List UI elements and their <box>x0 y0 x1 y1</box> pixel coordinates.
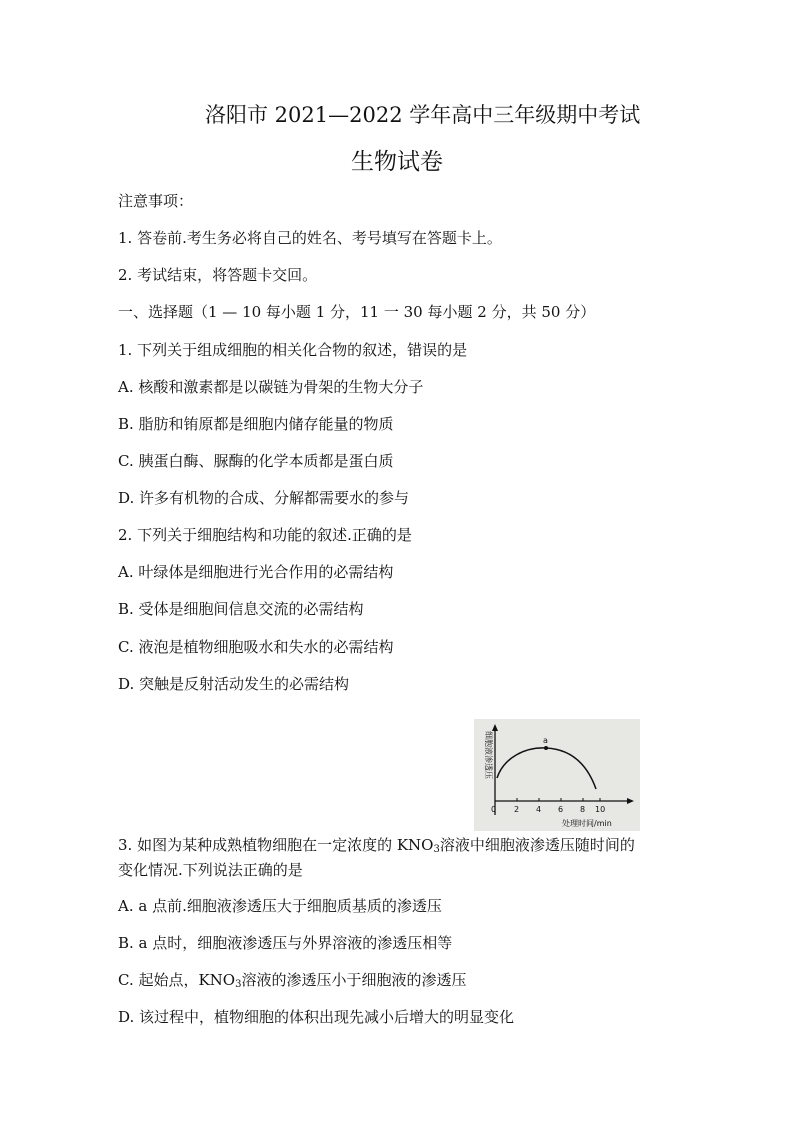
question-3-stem <box>118 834 635 855</box>
question-1-option-b: B. 脂肪和铕原都是细胞内储存能量的物质 <box>118 415 394 433</box>
peak-label: a <box>543 736 548 745</box>
question-2-option-b: B. 受体是细胞间信息交流的必需结构 <box>118 600 364 618</box>
question-3-option-d: D. 该过程中，植物细胞的体积出现先减小后增大的明显变化 <box>118 1008 515 1026</box>
question-2-stem: 2. 下列关于细胞结构和功能的叙述.正确的是 <box>118 526 412 544</box>
x-axis-arrow <box>627 798 634 804</box>
x-tick-label: 6 <box>558 805 564 814</box>
question-3-option-c-text: C. 起始点，KNO <box>118 971 236 989</box>
y-axis-arrow <box>492 724 498 731</box>
notice-heading: 注意事项： <box>118 192 194 210</box>
question-3-option-c <box>118 969 467 990</box>
subscript: 3 <box>235 979 242 990</box>
question-1-option-c: C. 胰蛋白酶、脲酶的化学本质都是蛋白质 <box>118 452 394 470</box>
question-3-stem-text: 3. 如图为某种成熟植物细胞在一定浓度的 KNO <box>118 836 434 854</box>
osmotic-pressure-figure <box>474 719 640 831</box>
question-1-option-d: D. 许多有机物的合成、分解都需要水的参与 <box>118 489 410 507</box>
y-axis-label: 细胞液渗透压 <box>484 731 493 779</box>
peak-point <box>544 746 548 750</box>
subscript: 3 <box>433 844 440 855</box>
exam-title: 洛阳市 2021—2022 学年高中三年级期中考试 <box>205 103 641 127</box>
notice-item-1: 1. 答卷前.考生务必将自己的姓名、考号填写在答题卡上。 <box>118 229 502 247</box>
notice-item-2: 2. 考试结束，将答题卡交回。 <box>118 266 318 284</box>
exam-subtitle: 生物试卷 <box>351 149 443 175</box>
x-tick-label: 8 <box>580 805 586 814</box>
question-1-stem: 1. 下列关于组成细胞的相关化合物的叙述，错误的是 <box>118 341 468 359</box>
osmotic-pressure-graph <box>474 719 640 831</box>
x-origin-label: 0 <box>491 805 497 814</box>
question-3-stem-text-cont: 溶液中细胞液渗透压随时间的 <box>439 836 635 854</box>
x-tick-label: 2 <box>514 805 520 814</box>
question-3-option-c-text-cont: 溶液的渗透压小于细胞液的渗透压 <box>241 971 467 989</box>
question-2-option-d: D. 突触是反射活动发生的必需结构 <box>118 675 350 693</box>
x-tick-label: 4 <box>536 805 542 814</box>
question-3-stem-line-2: 变化情况.下列说法正确的是 <box>118 861 303 879</box>
question-2-option-c: C. 液泡是植物细胞吸水和失水的必需结构 <box>118 638 394 656</box>
x-tick-label: 10 <box>595 805 606 814</box>
osmotic-pressure-curve <box>497 748 596 789</box>
question-2-option-a: A. 叶绿体是细胞进行光合作用的必需结构 <box>118 563 394 581</box>
x-axis-label: 处理时间/min <box>562 819 612 828</box>
section-heading: 一、选择题（1 — 10 每小题 1 分，11 一 30 每小题 2 分，共 50 分） <box>118 303 596 321</box>
question-3-option-a: A. a 点前.细胞液渗透压大于细胞质基质的渗透压 <box>118 897 442 915</box>
question-1-option-a: A. 核酸和激素都是以碳链为骨架的生物大分子 <box>118 378 424 396</box>
question-3-option-b: B. a 点时，细胞液渗透压与外界溶液的渗透压相等 <box>118 934 453 952</box>
